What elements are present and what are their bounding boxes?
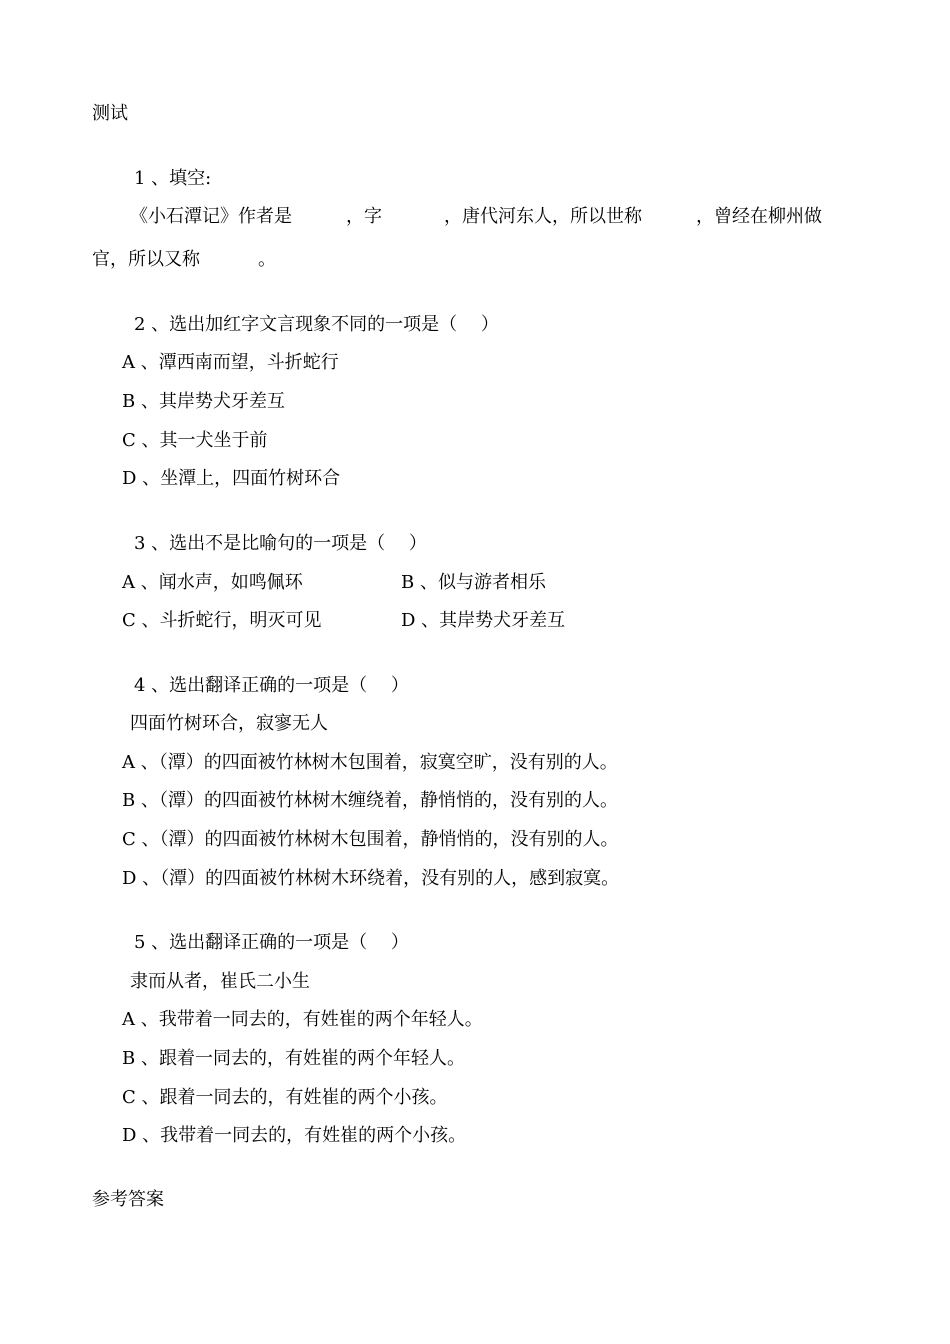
q1-line2-part-a: 官，所以又称 bbox=[92, 249, 200, 270]
q4-option-b: B 、（潭）的四面被竹林树木缠绕着，静悄悄的，没有别的人。 bbox=[122, 790, 618, 811]
q1-line1-part-d: ，曾经在柳州做 bbox=[696, 206, 822, 227]
q2-option-c: C 、其一犬坐于前 bbox=[122, 430, 268, 451]
q1-line2-part-b: 。 bbox=[258, 249, 276, 270]
q3-option-d: D 、其岸势犬牙差互 bbox=[401, 610, 566, 631]
q5-option-b: B 、跟着一同去的，有姓崔的两个年轻人。 bbox=[122, 1048, 465, 1069]
q4-option-d: D 、（潭）的四面被竹林树木环绕着，没有别的人，感到寂寞。 bbox=[122, 868, 620, 889]
page-title: 测试 bbox=[92, 103, 128, 124]
q4-option-a: A 、（潭）的四面被竹林树木包围着，寂寞空旷，没有别的人。 bbox=[122, 752, 618, 773]
answers-heading: 参考答案 bbox=[92, 1189, 164, 1210]
q4-sentence: 四面竹树环合，寂寥无人 bbox=[130, 713, 328, 734]
q3-heading: 3 、选出不是比喻句的一项是（ ） bbox=[134, 533, 427, 554]
q4-heading: 4 、选出翻译正确的一项是（ ） bbox=[134, 675, 409, 696]
q3-option-c: C 、斗折蛇行，明灭可见 bbox=[122, 610, 322, 631]
q5-option-d: D 、我带着一同去的，有姓崔的两个小孩。 bbox=[122, 1125, 467, 1146]
q1-line1-part-c: ，唐代河东人，所以世称 bbox=[444, 206, 642, 227]
q5-option-c: C 、跟着一同去的，有姓崔的两个小孩。 bbox=[122, 1087, 448, 1108]
q5-heading: 5 、选出翻译正确的一项是（ ） bbox=[134, 932, 409, 953]
q1-line1-part-b: ，字 bbox=[346, 206, 382, 227]
q1-line2 bbox=[92, 248, 276, 272]
q3-option-b: B 、似与游者相乐 bbox=[401, 572, 546, 593]
q5-sentence: 隶而从者，崔氏二小生 bbox=[130, 971, 310, 992]
q2-option-b: B 、其岸势犬牙差互 bbox=[122, 391, 285, 412]
q2-option-a: A 、潭西南而望，斗折蛇行 bbox=[122, 352, 339, 373]
q1-line1-part-a: 《小石潭记》作者是 bbox=[130, 206, 292, 227]
q1-line1 bbox=[130, 205, 822, 229]
q1-heading: 1 、填空: bbox=[134, 168, 212, 189]
q2-heading: 2 、选出加红字文言现象不同的一项是（ ） bbox=[134, 314, 499, 335]
q3-option-a: A 、闻水声，如鸣佩环 bbox=[122, 572, 303, 593]
q5-option-a: A 、我带着一同去的，有姓崔的两个年轻人。 bbox=[122, 1009, 483, 1030]
q4-option-c: C 、（潭）的四面被竹林树木包围着，静悄悄的，没有别的人。 bbox=[122, 829, 619, 850]
q2-option-d: D 、坐潭上，四面竹树环合 bbox=[122, 468, 341, 489]
